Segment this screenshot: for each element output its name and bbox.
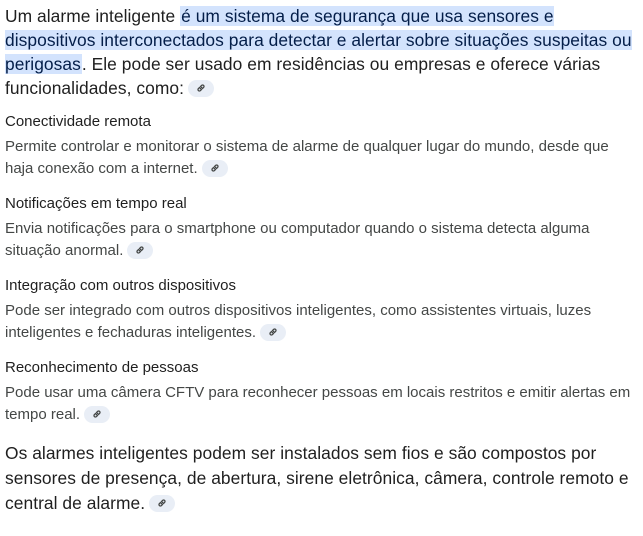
section-title: Reconhecimento de pessoas [5,359,199,376]
section-body [5,136,639,180]
source-link-chip[interactable] [260,324,286,341]
outro-text: Os alarmes inteligentes podem ser instalados sem fios e são compostos por sensores de presença, de abertura, sirene eletrônica, câmera, controle remoto e central de alarme. [5,443,629,513]
source-link-chip[interactable] [149,495,175,512]
link-icon [92,409,102,419]
section-body-text: Pode usar uma câmera CFTV para reconhecer pessoas em locais restritos e emitir alertas em tempo real. [5,384,631,423]
section-title: Conectividade remota [5,113,151,130]
section-body [5,300,639,344]
section-body [5,382,639,426]
section-title: Integração com outros dispositivos [5,277,236,294]
section-integracao-dispositivos [5,276,639,344]
intro-paragraph [5,4,639,100]
section-body-text: Permite controlar e monitorar o sistema de alarme de qualquer lugar do mundo, desde que haja conexão com a internet. [5,138,609,177]
section-body [5,218,639,262]
section-conectividade-remota [5,112,639,180]
link-icon [196,83,206,93]
section-body-text: Pode ser integrado com outros dispositivos inteligentes, como assistentes virtuais, luzes inteligentes e fechaduras inteligentes. [5,302,592,341]
outro-paragraph [5,441,639,516]
link-icon [135,245,145,255]
section-notificacoes-tempo-real [5,194,639,262]
intro-rest: . Ele pode ser usado em residências ou empresas e oferece várias funcionalidades, como: [5,54,601,98]
link-icon [157,498,167,508]
source-link-chip[interactable] [188,80,214,97]
section-reconhecimento-pessoas [5,358,639,426]
intro-lead: Um alarme inteligente [5,6,181,26]
link-icon [210,163,220,173]
source-link-chip[interactable] [202,160,228,177]
intro-highlight[interactable]: é um sistema de segurança que usa sensores e dispositivos interconectados para detectar e alertar sobre situações suspeitas ou perigosas [5,6,632,74]
section-body-text: Envia notificações para o smartphone ou computador quando o sistema detecta alguma situação anormal. [5,220,590,259]
link-icon [268,327,278,337]
source-link-chip[interactable] [127,242,153,259]
section-title: Notificações em tempo real [5,195,187,212]
source-link-chip[interactable] [84,406,110,423]
